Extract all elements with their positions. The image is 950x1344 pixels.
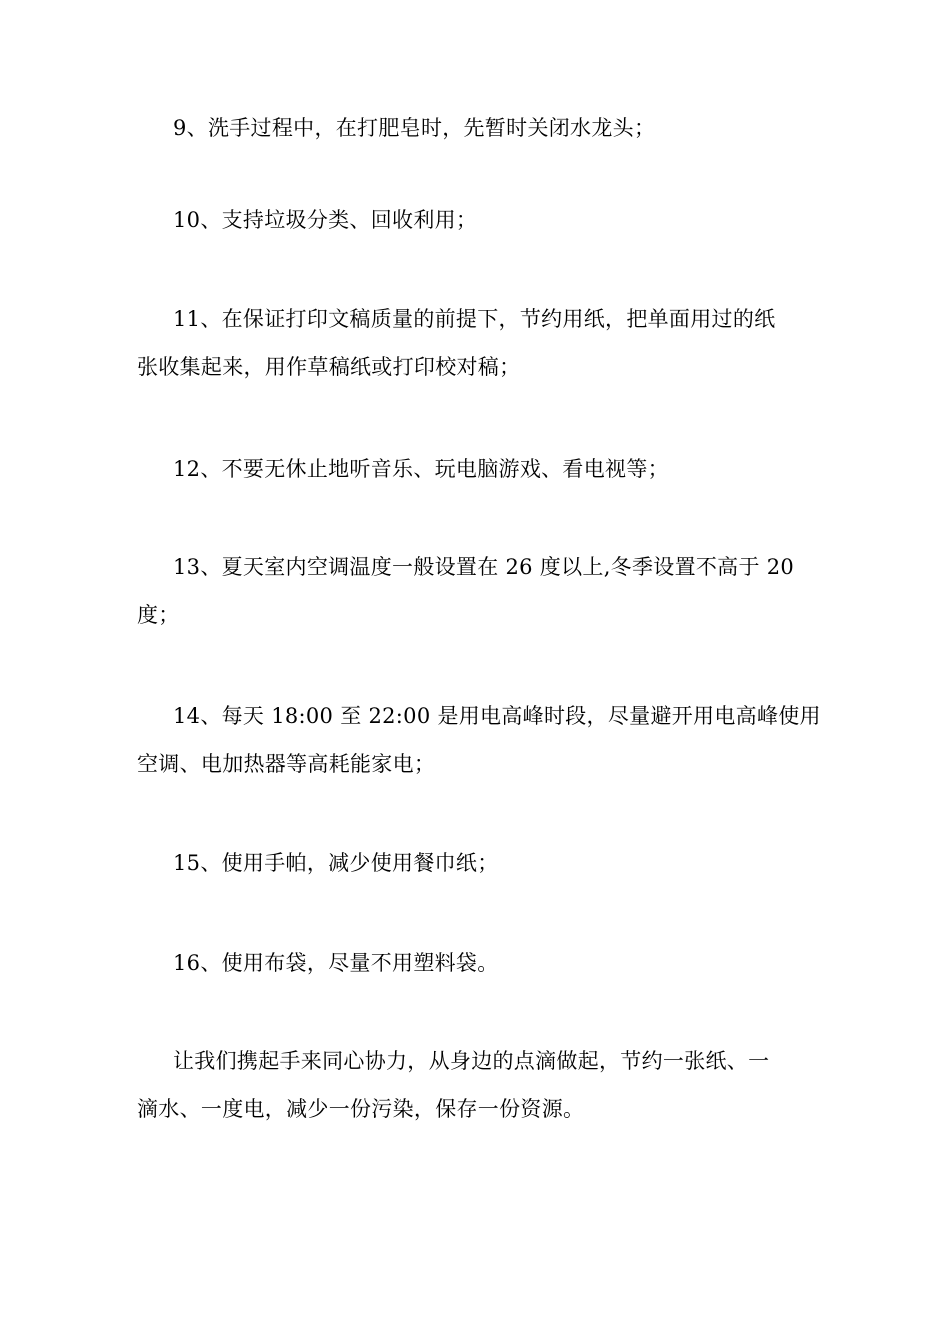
paragraph-item-10	[137, 196, 827, 244]
paragraph-line: 16、使用布袋，尽量不用塑料袋。	[173, 951, 499, 975]
paragraph-item-16	[137, 939, 827, 987]
paragraph-item-13	[137, 543, 827, 639]
paragraph-item-12	[137, 445, 827, 493]
paragraph-line: 13、夏天室内空调温度一般设置在 26 度以上,冬季设置不高于 20	[173, 555, 795, 579]
paragraph-line: 空调、电加热器等高耗能家电；	[137, 752, 436, 776]
paragraph-line: 让我们携起手来同心协力，从身边的点滴做起，节约一张纸、一	[173, 1049, 770, 1073]
paragraph-line: 9、洗手过程中，在打肥皂时，先暂时关闭水龙头；	[173, 116, 656, 140]
paragraph-line: 度；	[137, 603, 180, 627]
paragraph-item-11	[137, 295, 827, 391]
paragraph-line: 滴水、一度电，减少一份污染，保存一份资源。	[137, 1097, 585, 1121]
closing-paragraph	[137, 1037, 827, 1133]
paragraph-item-15	[137, 839, 827, 887]
paragraph-line: 张收集起来，用作草稿纸或打印校对稿；	[137, 355, 521, 379]
paragraph-line: 11、在保证打印文稿质量的前提下，节约用纸，把单面用过的纸	[173, 307, 776, 331]
paragraph-line: 10、支持垃圾分类、回收利用；	[173, 208, 478, 232]
paragraph-item-14	[137, 692, 827, 788]
paragraph-line: 14、每天 18:00 至 22:00 是用电高峰时段，尽量避开用电高峰使用	[173, 704, 821, 728]
paragraph-line: 12、不要无休止地听音乐、玩电脑游戏、看电视等；	[173, 457, 669, 481]
paragraph-item-9	[137, 104, 827, 152]
paragraph-line: 15、使用手帕，减少使用餐巾纸；	[173, 851, 499, 875]
